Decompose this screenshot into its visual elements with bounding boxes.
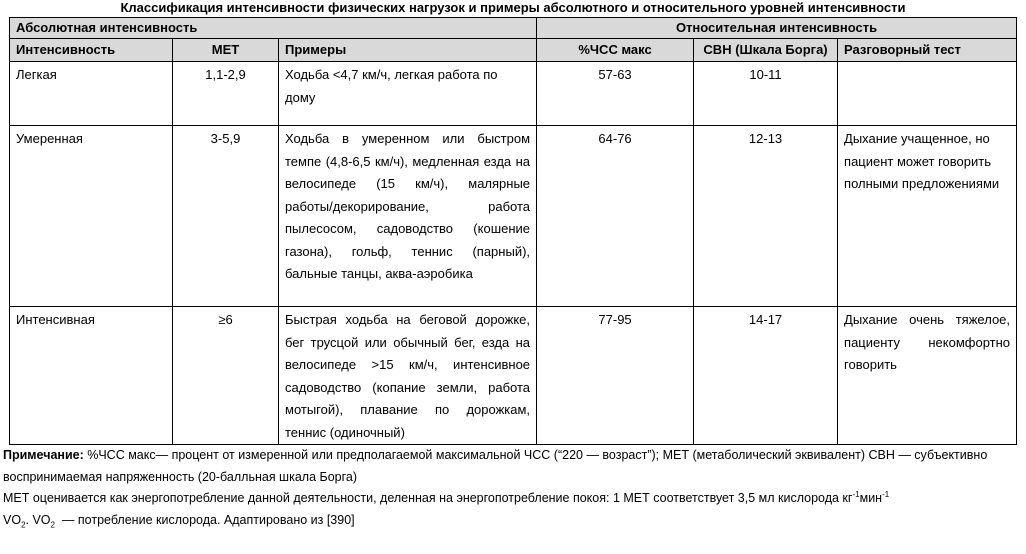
cell-hr-max: 64-76 bbox=[537, 126, 694, 307]
cell-examples: Ходьба <4,7 км/ч, легкая работа по дому bbox=[279, 62, 537, 126]
note-label: Примечание: bbox=[3, 448, 84, 462]
cell-borg: 12-13 bbox=[694, 126, 838, 307]
note-definitions bbox=[3, 445, 1021, 488]
cell-talk-test: Дыхание очень тяжелое, пациенту некомфортно говорить bbox=[838, 307, 1017, 445]
table-row bbox=[10, 126, 1017, 307]
cell-met: 1,1-2,9 bbox=[173, 62, 279, 126]
cell-examples: Быстрая ходьба на беговой дорожке, бег трусцой или обычный бег, езда на велосипеде >15 км/ч, интенсивное садоводство (копание земли, работа мотыгой), плавание по дорожкам, теннис (одиночный) bbox=[279, 307, 537, 445]
cell-hr-max: 57-63 bbox=[537, 62, 694, 126]
note-vo2: $VO_2$. $VO_2$ — потребление кислорода. Адаптировано из [390] bbox=[3, 512, 355, 529]
cell-intensity: Умеренная bbox=[10, 126, 173, 307]
note-met: МЕТ оценивается как энергопотребление данной деятельности, деленная на энергопотребление покоя: 1 МЕТ соответствует 3,5 мл кислорода $кг^{-1}мин^{-1}$ bbox=[3, 489, 890, 505]
cell-met: 3-5,9 bbox=[173, 126, 279, 307]
cell-talk-test: Дыхание учащенное, но пациент может говорить полными предложениями bbox=[838, 126, 1017, 307]
page-title: Классификация интенсивности физических нагрузок и примеры абсолютного и относительного уровней интенсивности bbox=[120, 0, 906, 15]
cell-intensity: Интенсивная bbox=[10, 307, 173, 445]
col-header-borg: СВН (Шкала Борга) bbox=[694, 39, 838, 62]
cell-examples: Ходьба в умеренном или быстром темпе (4,8-6,5 км/ч), медленная езда на велосипеде (15 км/ч), малярные работы/декорирование, работа пылесосом, садоводство (кошение газона), гольф, теннис (парный), бальные танцы, аква-аэробика bbox=[279, 126, 537, 307]
cell-borg: 14-17 bbox=[694, 307, 838, 445]
col-header-met: МЕТ bbox=[173, 39, 279, 62]
col-header-hr-max: %ЧСС макс bbox=[537, 39, 694, 62]
column-header-row bbox=[10, 39, 1017, 62]
col-header-examples: Примеры bbox=[279, 39, 537, 62]
table-row bbox=[10, 62, 1017, 126]
cell-hr-max: 77-95 bbox=[537, 307, 694, 445]
group-header-row bbox=[10, 18, 1017, 39]
note-line-1: %ЧСС макс— процент от измеренной или предполагаемой максимальной ЧСС (“220 — возраст”); МЕТ (метаболический эквивалент) СВН — субъективно воспринимаемая напряженность (20-балльная шкала Борга) bbox=[3, 448, 988, 484]
cell-borg: 10-11 bbox=[694, 62, 838, 126]
col-header-intensity: Интенсивность bbox=[10, 39, 173, 62]
intensity-table bbox=[9, 17, 1017, 445]
table-row bbox=[10, 307, 1017, 445]
cell-met: ≥6 bbox=[173, 307, 279, 445]
cell-intensity: Легкая bbox=[10, 62, 173, 126]
col-header-talk-test: Разговорный тест bbox=[838, 39, 1017, 62]
table-notes bbox=[3, 445, 1021, 531]
absolute-intensity-header: Абсолютная интенсивность bbox=[10, 18, 537, 39]
cell-talk-test bbox=[838, 62, 1017, 126]
relative-intensity-header: Относительная интенсивность bbox=[537, 18, 1017, 39]
